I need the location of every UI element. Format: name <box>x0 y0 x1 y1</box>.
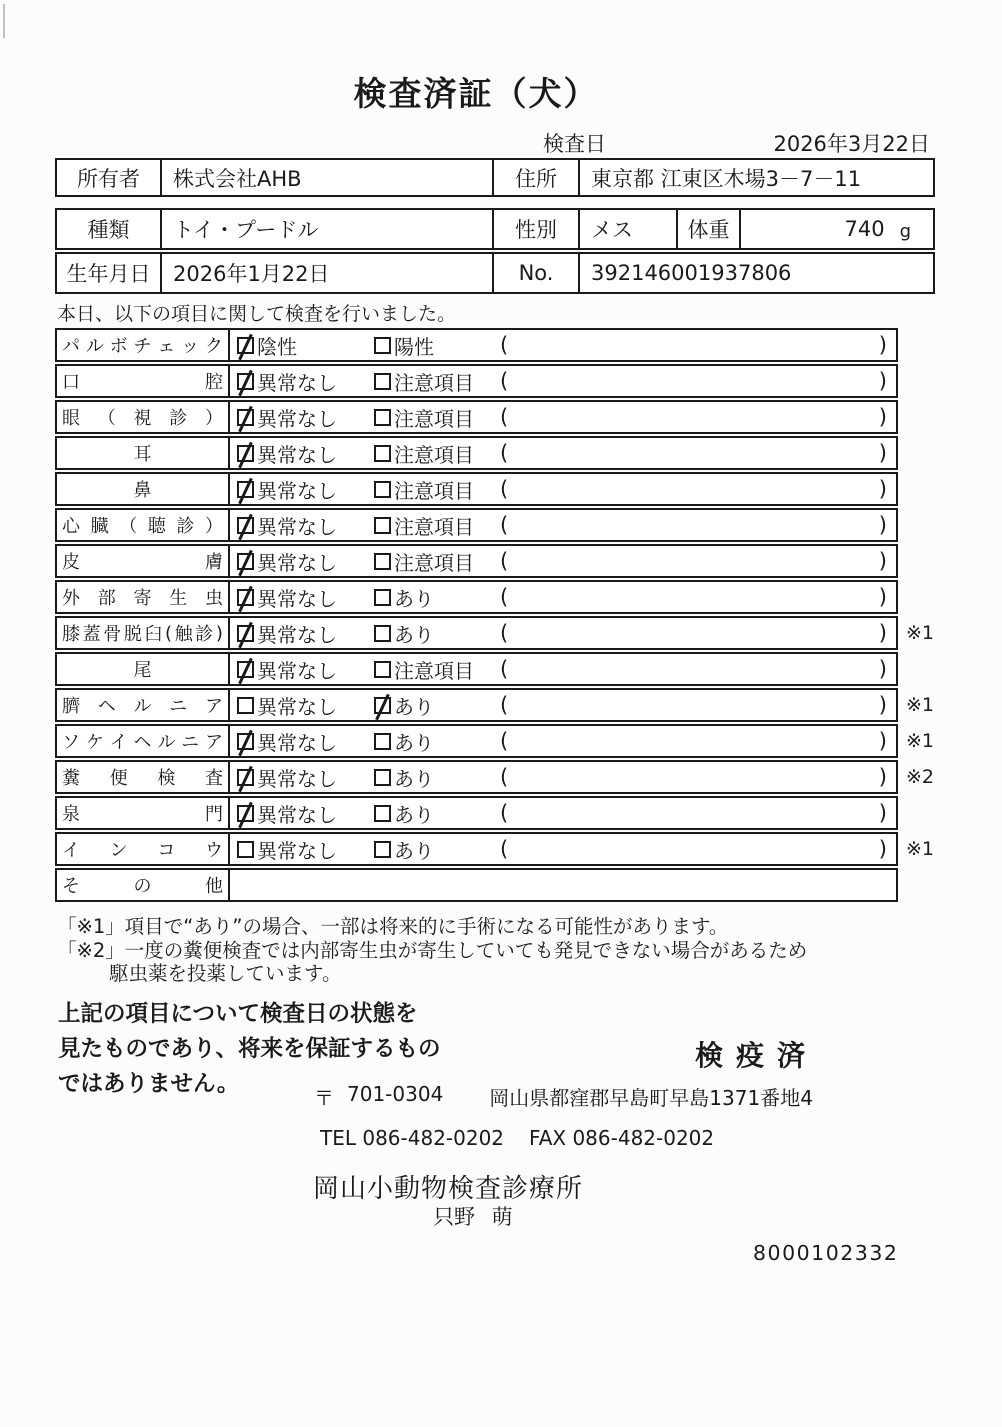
option-label: 異常なし <box>257 802 337 827</box>
checklist-row-box <box>55 616 898 650</box>
exam-date-row <box>543 128 930 158</box>
checklist-row-box <box>55 580 898 614</box>
paren-close: ) <box>878 693 887 717</box>
option <box>237 367 374 396</box>
paren-open: ( <box>500 369 509 393</box>
row-note-ref <box>898 652 938 686</box>
option-label: あり <box>394 802 434 827</box>
option-label: 注意項目 <box>394 550 474 575</box>
checkbox-unchecked <box>374 841 391 858</box>
option-label: 異常なし <box>257 658 337 683</box>
options-area <box>230 402 896 432</box>
paren-open: ( <box>500 513 509 537</box>
paren-open: ( <box>500 729 509 753</box>
row-note-ref <box>898 580 938 614</box>
item-label: ソ ケ イ ヘ ル ニ ア <box>57 726 230 756</box>
footnotes <box>57 915 807 986</box>
serial-number: 8000102332 <box>753 1241 899 1265</box>
checkbox-unchecked <box>374 409 391 426</box>
checkbox-unchecked <box>374 589 391 606</box>
row-note-ref <box>898 544 938 578</box>
checkbox-unchecked <box>237 697 254 714</box>
paren-field <box>500 729 896 753</box>
clinic-postal-row <box>314 1082 813 1111</box>
disclaimer-line1: 上記の項目について検査日の状態を <box>58 1001 418 1027</box>
paren-open: ( <box>500 765 509 789</box>
option-label: 陽性 <box>394 334 434 359</box>
paren-close: ) <box>878 405 887 429</box>
option <box>237 547 374 576</box>
paren-open: ( <box>500 585 509 609</box>
checkbox-checked <box>237 769 254 786</box>
owner-table <box>55 158 935 197</box>
row-note-ref <box>898 868 938 902</box>
checklist-row <box>55 688 938 722</box>
checklist-rows <box>55 328 938 904</box>
checklist-row-box <box>55 436 898 470</box>
paren-field <box>500 837 896 861</box>
checkbox-checked <box>237 661 254 678</box>
option-label: 異常なし <box>257 442 337 467</box>
option <box>237 583 374 612</box>
paren-open: ( <box>500 405 509 429</box>
paren-close: ) <box>878 621 887 645</box>
footnote-2-line1: 「※2」一度の糞便検査では内部寄生虫が寄生していても発見できない場合があるため <box>57 938 808 962</box>
options-area <box>230 366 896 396</box>
option <box>237 403 374 432</box>
checkbox-checked <box>237 373 254 390</box>
paren-close: ) <box>878 477 887 501</box>
option <box>374 439 500 468</box>
checklist-row-box <box>55 832 898 866</box>
option <box>374 367 500 396</box>
postal-mark-icon: 〒 <box>314 1086 334 1110</box>
row-note-ref <box>898 508 938 542</box>
option-label: あり <box>394 766 434 791</box>
weight-cell <box>739 210 933 248</box>
option-label: あり <box>394 586 434 611</box>
checkbox-unchecked <box>237 841 254 858</box>
checkbox-checked <box>374 697 391 714</box>
item-label: パ ル ボ チ ェ ッ ク <box>57 330 230 360</box>
paren-close: ) <box>878 549 887 573</box>
paren-field <box>500 441 896 465</box>
options-area <box>230 726 896 756</box>
checkbox-unchecked <box>374 445 391 462</box>
paren-field <box>500 477 896 501</box>
checklist-row-box <box>55 688 898 722</box>
paren-close: ) <box>878 585 887 609</box>
paren-field <box>500 549 896 573</box>
paren-field <box>500 585 896 609</box>
option <box>374 331 500 360</box>
checkbox-unchecked <box>374 733 391 750</box>
weight-label: 体重 <box>676 210 739 248</box>
disclaimer-line2: 見たものであり、将来を保証するもの <box>58 1036 441 1062</box>
paren-open: ( <box>500 621 509 645</box>
paren-open: ( <box>500 333 509 357</box>
paren-field <box>500 513 896 537</box>
options-area <box>230 510 896 540</box>
option <box>374 547 500 576</box>
checkbox-checked <box>237 445 254 462</box>
item-label: 臍 ヘ ル ニ ア <box>57 690 230 720</box>
postal-code: 701-0304 <box>347 1082 444 1106</box>
paren-open: ( <box>500 549 509 573</box>
checkbox-checked <box>237 589 254 606</box>
row-note-ref: ※1 <box>906 622 935 644</box>
checkbox-unchecked <box>374 481 391 498</box>
checkbox-checked <box>237 337 254 354</box>
option <box>237 655 374 684</box>
paren-open: ( <box>500 693 509 717</box>
address-label: 住所 <box>492 160 578 195</box>
page-title: 検査済証（犬） <box>353 74 599 113</box>
checklist-row-box <box>55 796 898 830</box>
option-label: 異常なし <box>257 514 337 539</box>
checkbox-checked <box>237 553 254 570</box>
intro-text: 本日、以下の項目に関して検査を行いました。 <box>57 303 457 325</box>
checklist-row <box>55 616 938 650</box>
footnote-1: 「※1」項目で“あり”の場合、一部は将来的に手術になる可能性があります。 <box>57 915 729 938</box>
checkbox-checked <box>237 517 254 534</box>
option-label: 異常なし <box>257 550 337 575</box>
exam-date-value: 2026年3月22日 <box>773 132 930 156</box>
option <box>374 619 500 648</box>
clinic-address: 岡山県都窪郡早島町早島1371番地4 <box>489 1086 813 1110</box>
row-note-ref <box>898 436 938 470</box>
checklist-row-box <box>55 724 898 758</box>
paren-open: ( <box>500 801 509 825</box>
option-label: 異常なし <box>257 586 337 611</box>
option <box>237 727 374 756</box>
checkbox-checked <box>237 805 254 822</box>
paren-close: ) <box>878 369 887 393</box>
checklist-row <box>55 400 938 434</box>
option-label: 異常なし <box>257 730 337 755</box>
option <box>374 835 500 864</box>
options-area <box>230 474 896 504</box>
checkbox-checked <box>237 409 254 426</box>
checklist-row-box <box>55 868 898 902</box>
sex-value: メス <box>578 210 676 248</box>
checkbox-unchecked <box>374 625 391 642</box>
options-area <box>230 438 896 468</box>
option-label: 異常なし <box>257 766 337 791</box>
checklist-row-box <box>55 652 898 686</box>
checkbox-unchecked <box>374 661 391 678</box>
checklist-row-box <box>55 400 898 434</box>
paren-field <box>500 369 896 393</box>
clinic-tel: TEL 086-482-0202 <box>320 1126 505 1150</box>
option <box>237 331 374 360</box>
quarantine-stamp: 検疫済 <box>695 1039 819 1072</box>
row-note-ref <box>898 796 938 830</box>
options-area <box>230 546 896 576</box>
clinic-fax: FAX 086-482-0202 <box>529 1126 715 1150</box>
paren-open: ( <box>500 477 509 501</box>
option <box>374 475 500 504</box>
option-label: あり <box>394 694 434 719</box>
option <box>374 655 500 684</box>
examiner-name: 只野 萌 <box>433 1205 513 1229</box>
weight-value: 740 <box>844 217 885 241</box>
item-label: 心 臓 （ 聴 診 ） <box>57 510 230 540</box>
checkbox-unchecked <box>374 553 391 570</box>
option <box>374 511 500 540</box>
checklist-row-box <box>55 472 898 506</box>
checkbox-unchecked <box>374 337 391 354</box>
item-label: 糞 便 検 査 <box>57 762 230 792</box>
checklist-row-box <box>55 544 898 578</box>
option-label: あり <box>394 730 434 755</box>
option <box>237 835 374 864</box>
options-area <box>230 690 896 720</box>
no-value: 392146001937806 <box>578 254 933 292</box>
options-area <box>230 870 896 900</box>
checklist-row <box>55 364 938 398</box>
checklist-row <box>55 652 938 686</box>
paren-open: ( <box>500 657 509 681</box>
paren-field <box>500 801 896 825</box>
option-label: 注意項目 <box>394 658 474 683</box>
no-label: No. <box>492 254 578 292</box>
option <box>237 691 374 720</box>
checkbox-unchecked <box>374 373 391 390</box>
option-label: 異常なし <box>257 478 337 503</box>
address-value: 東京都 江東区木場3－7－11 <box>578 160 933 195</box>
option <box>374 799 500 828</box>
checklist-row <box>55 868 938 902</box>
option-label: あり <box>394 838 434 863</box>
checklist-row <box>55 544 938 578</box>
option-label: 注意項目 <box>394 478 474 503</box>
item-label: 鼻 <box>57 474 230 504</box>
item-label: 尾 <box>57 654 230 684</box>
clinic-name: 岡山小動物検査診療所 <box>313 1174 584 1204</box>
item-label: そ の 他 <box>57 870 230 900</box>
checklist-row <box>55 436 938 470</box>
paren-close: ) <box>878 333 887 357</box>
checklist-row <box>55 796 938 830</box>
paren-field <box>500 333 896 357</box>
paren-close: ) <box>878 729 887 753</box>
checklist-row <box>55 328 938 362</box>
options-area <box>230 582 896 612</box>
options-area <box>230 834 896 864</box>
paren-close: ) <box>878 837 887 861</box>
checkbox-unchecked <box>374 805 391 822</box>
item-label: 耳 <box>57 438 230 468</box>
option <box>374 403 500 432</box>
option-label: 異常なし <box>257 622 337 647</box>
pet-table-row-2 <box>55 252 935 294</box>
paren-field <box>500 405 896 429</box>
option <box>374 727 500 756</box>
checklist-row <box>55 832 938 866</box>
paren-field <box>500 693 896 717</box>
paren-close: ) <box>878 765 887 789</box>
option-label: あり <box>394 622 434 647</box>
checklist-row-box <box>55 328 898 362</box>
row-note-ref: ※1 <box>906 730 935 752</box>
paren-field <box>500 657 896 681</box>
option <box>374 691 500 720</box>
checkbox-checked <box>237 481 254 498</box>
checklist-row <box>55 472 938 506</box>
option-label: 注意項目 <box>394 370 474 395</box>
paren-field <box>500 621 896 645</box>
sex-label: 性別 <box>492 210 578 248</box>
option-label: 異常なし <box>257 694 337 719</box>
clinic-telfax-row <box>320 1126 714 1150</box>
checkbox-checked <box>237 625 254 642</box>
checklist-row-box <box>55 508 898 542</box>
paren-close: ) <box>878 657 887 681</box>
item-label: 膝 蓋 骨 脱 臼 ( 触 診 ) <box>57 618 230 648</box>
option-label: 異常なし <box>257 838 337 863</box>
option-label: 陰性 <box>257 334 297 359</box>
scan-artifact <box>3 4 5 38</box>
paren-close: ) <box>878 441 887 465</box>
option-label: 異常なし <box>257 406 337 431</box>
options-area <box>230 762 896 792</box>
breed-value: トイ・プードル <box>160 210 492 248</box>
birth-label: 生年月日 <box>66 262 151 286</box>
paren-close: ) <box>878 801 887 825</box>
option-label: 異常なし <box>257 370 337 395</box>
checklist-row <box>55 724 938 758</box>
row-note-ref: ※2 <box>906 766 935 788</box>
option <box>237 475 374 504</box>
row-note-ref: ※1 <box>906 838 935 860</box>
row-note-ref <box>898 328 938 362</box>
checklist-row <box>55 508 938 542</box>
checklist-row <box>55 580 938 614</box>
footnote-2-line2: 駆虫薬を投薬しています。 <box>109 962 342 985</box>
paren-field <box>500 765 896 789</box>
option <box>374 583 500 612</box>
owner-value: 株式会社AHB <box>160 160 492 195</box>
row-note-ref <box>898 400 938 434</box>
breed-label: 種類 <box>87 218 130 242</box>
item-label: 皮 膚 <box>57 546 230 576</box>
option <box>237 439 374 468</box>
checklist-row-box <box>55 364 898 398</box>
checklist-row <box>55 760 938 794</box>
options-area <box>230 330 896 360</box>
item-label: 口 腔 <box>57 366 230 396</box>
option <box>237 619 374 648</box>
checkbox-unchecked <box>374 769 391 786</box>
option-label: 注意項目 <box>394 442 474 467</box>
pet-table-row-1 <box>55 208 935 250</box>
owner-label: 所有者 <box>77 166 140 191</box>
checkbox-unchecked <box>374 517 391 534</box>
option <box>237 799 374 828</box>
row-note-ref <box>898 364 938 398</box>
row-note-ref <box>898 472 938 506</box>
paren-close: ) <box>878 513 887 537</box>
item-label: 外 部 寄 生 虫 <box>57 582 230 612</box>
row-note-ref: ※1 <box>906 694 935 716</box>
exam-date-label: 検査日 <box>543 132 606 156</box>
options-area <box>230 618 896 648</box>
weight-unit: g <box>899 220 911 242</box>
paren-open: ( <box>500 441 509 465</box>
disclaimer-line3: ではありません。 <box>58 1071 240 1097</box>
option-label: 注意項目 <box>394 514 474 539</box>
option-label: 注意項目 <box>394 406 474 431</box>
option <box>374 763 500 792</box>
item-label: 眼 （ 視 診 ） <box>57 402 230 432</box>
option <box>237 763 374 792</box>
checkbox-checked <box>237 733 254 750</box>
options-area <box>230 654 896 684</box>
item-label: イ ン コ ウ <box>57 834 230 864</box>
options-area <box>230 798 896 828</box>
item-label: 泉 門 <box>57 798 230 828</box>
birth-value: 2026年1月22日 <box>160 254 492 292</box>
option <box>237 511 374 540</box>
paren-open: ( <box>500 837 509 861</box>
checklist-row-box <box>55 760 898 794</box>
